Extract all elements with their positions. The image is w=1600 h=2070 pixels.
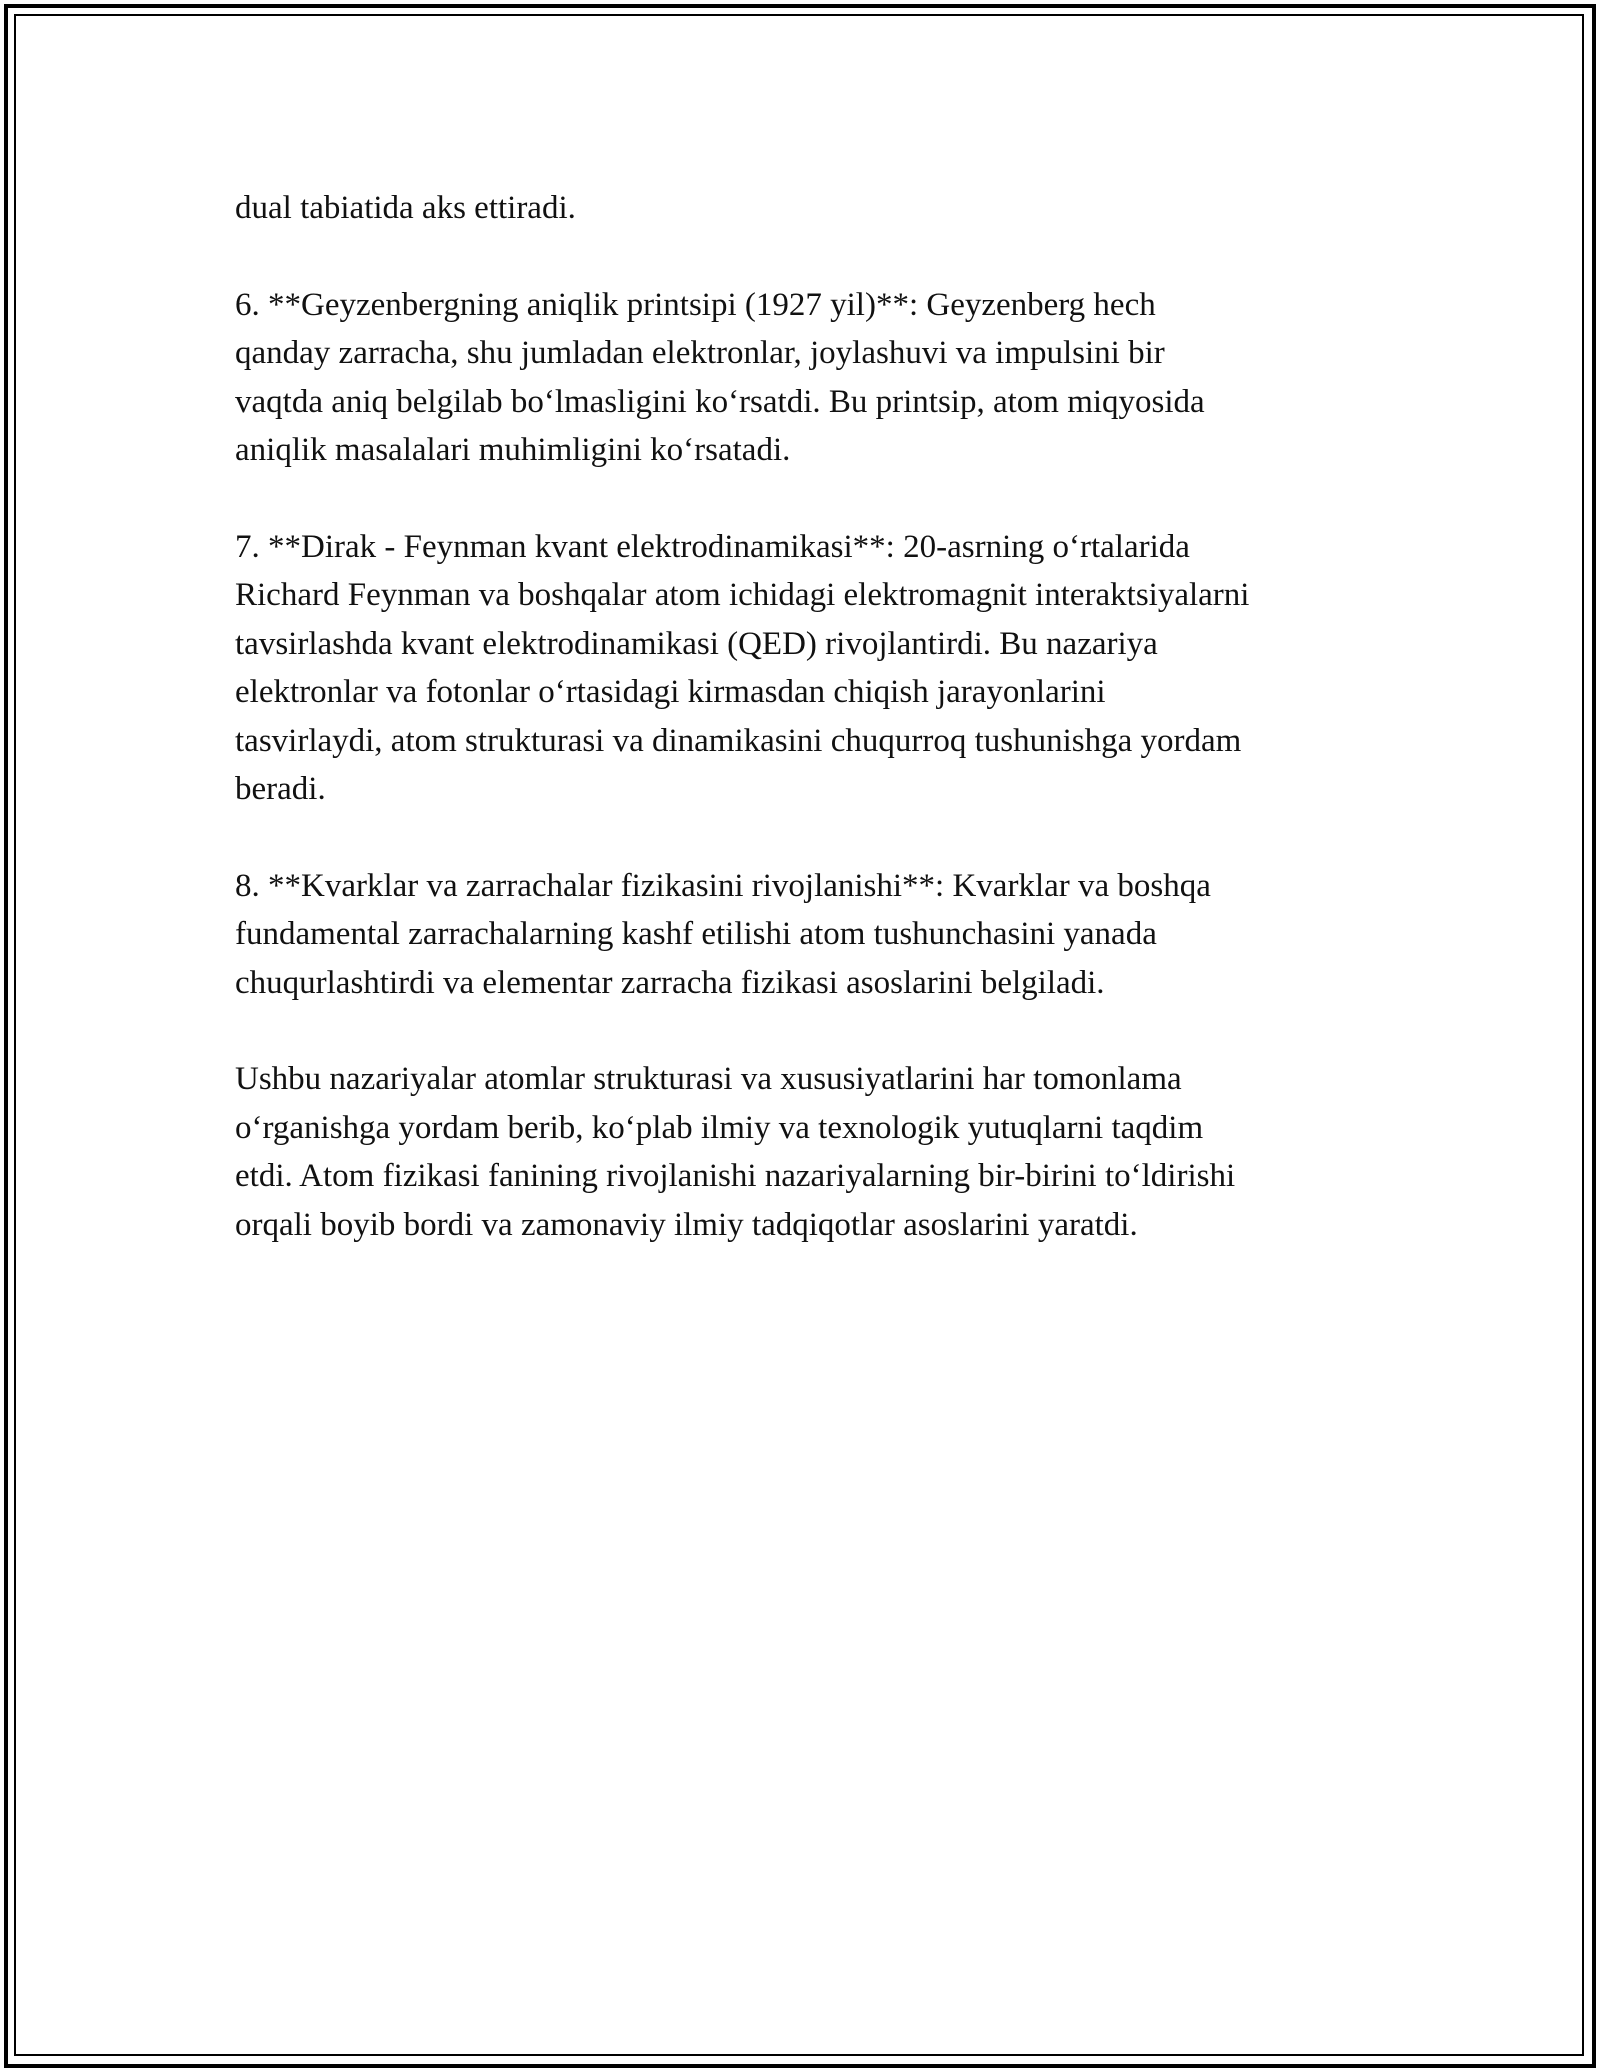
paragraph-conclusion [235,1055,1385,1249]
text-line: dual tabiatida aks ettiradi. [235,190,576,226]
text-line: Ushbu nazariyalar atomlar strukturasi va xususiyatlarini har tomonlama [235,1061,1182,1097]
text-line: orqali boyib bordi va zamonaviy ilmiy tadqiqotlar asoslarini yaratdi. [235,1206,1138,1243]
paragraph-intro-continuation [235,184,1385,233]
text-line: 7. **Dirak - Feynman kvant elektrodinamikasi**: 20-asrning o‘rtalarida [235,528,1190,565]
text-line: elektronlar va fotonlar o‘rtasidagi kirmasdan chiqish jarayonlarini [235,674,1106,710]
text-line: fundamental zarrachalarning kashf etilishi atom tushunchasini yanada [235,916,1157,952]
text-line: chuqurlashtirdi va elementar zarracha fizikasi asoslarini belgiladi. [235,964,1105,1001]
text-line: tavsirlashda kvant elektrodinamikasi (QED) rivojlantirdi. Bu nazariya [235,625,1158,662]
text-line: qanday zarracha, shu jumladan elektronlar, joylashuvi va impulsini bir [235,335,1165,371]
paragraph-dirac-feynman [235,523,1385,814]
text-line: tasvirlaydi, atom strukturasi va dinamikasini chuqurroq tushunishga yordam [235,722,1242,759]
text-line: aniqlik masalalari muhimligini ko‘rsatadi. [235,432,791,468]
document-body [235,184,1385,1297]
text-line: Richard Feynman va boshqalar atom ichidagi elektromagnit interaktsiyalarni [235,577,1250,613]
text-line: etdi. Atom fizikasi fanining rivojlanishi nazariyalarning bir-birini to‘ldirishi [235,1158,1236,1194]
paragraph-heisenberg [235,281,1385,475]
text-line: 8. **Kvarklar va zarrachalar fizikasini rivojlanishi**: Kvarklar va boshqa [235,867,1211,904]
text-line: vaqtda aniq belgilab bo‘lmasligini ko‘rsatdi. Bu printsip, atom miqyosida [235,383,1205,420]
paragraph-quarks [235,862,1385,1008]
text-line: beradi. [235,771,326,807]
text-line: 6. **Geyzenbergning aniqlik printsipi (1927 yil)**: Geyzenberg hech [235,286,1156,323]
text-line: o‘rganishga yordam berib, ko‘plab ilmiy va texnologik yutuqlarni taqdim [235,1109,1204,1146]
